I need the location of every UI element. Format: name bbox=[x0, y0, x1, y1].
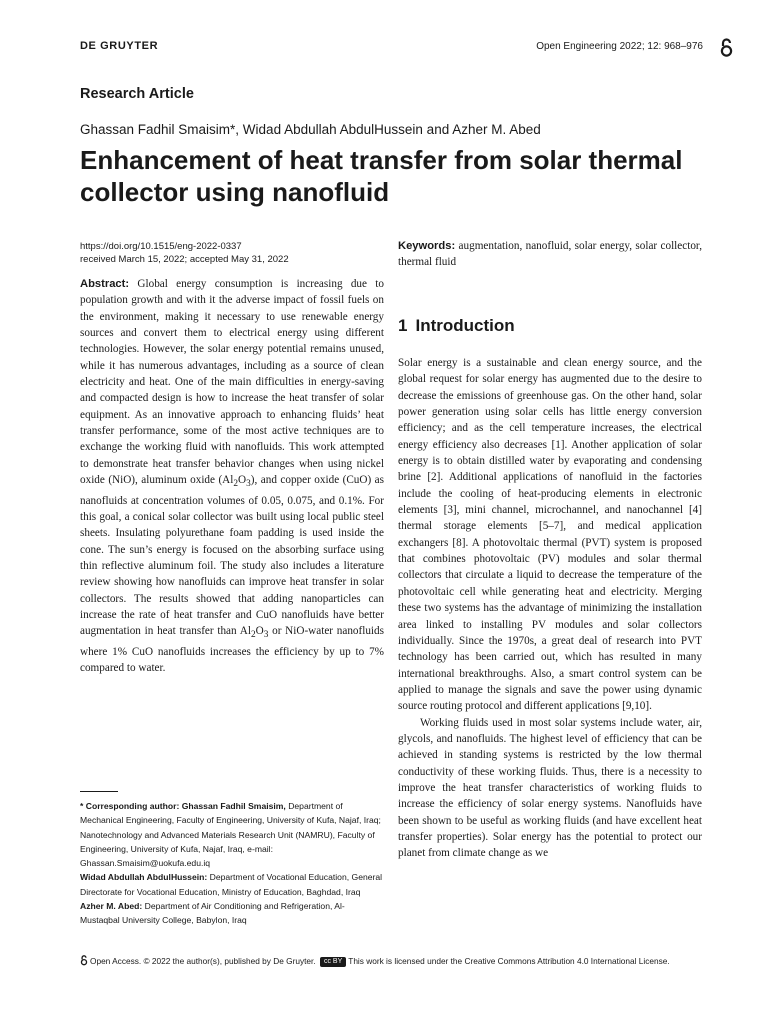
footnote-label: Widad Abdullah AbdulHussein: bbox=[80, 872, 208, 883]
footnote-text: Department of Mechanical Engineering, Faculty of Engineering, University of Kufa, Najaf, Iraq; Nanotechnology and Advanced Materials Research Unit (NAMRU), Faculty of Engineering, University of Kufa, Najaf, Iraq, e-mail: Ghassan.Smaisim@uokufa.edu.iq bbox=[80, 801, 381, 869]
paragraph: Solar energy is a sustainable and clean energy source, and the global request for solar energy has augmented due to the desire to decrease the emissions of greenhouse gas. On the other hand, solar power generation using solar cells has little energy conversion efficiency; and as the cell temperature increases, the electrical energy efficiency also decreases [1]. Another application of solar energy is to obtain distilled water by evaporating and condensing brine [2]. Additional applications of nanofluid in the factories include the cooling of heat-producing elements in electronic elements [3], mini channel, microchannel, and nanochannel [4] thermal storage elements [5–7], and medical application exchangers [8]. A photovoltaic thermal (PVT) system is proposed that combines photovoltaic (PV) modules and solar thermal collectors that circulate a liquid to decrease the temperature of the photovoltaic cell while generating heat and electricity. Merging these two systems has the advantage of minimizing the installation area linked to installing PV modules and solar collectors individually. Since the 1970s, a great deal of research into PVT technology has been carried out, which has resulted in many international breakthroughs. Also, a smart control system can be applied to manage the signals and save the power using dynamic source routing protocol and different applications [9,10]. bbox=[398, 357, 702, 713]
journal-citation: Open Engineering 2022; 12: 968–976 bbox=[536, 41, 703, 52]
section-title: Introduction bbox=[415, 316, 515, 335]
section-number: 1 bbox=[398, 316, 408, 335]
abstract-text-2: O bbox=[238, 474, 247, 487]
article-title: Enhancement of heat transfer from solar thermal collector using nanofluid bbox=[80, 145, 683, 207]
author-footnotes bbox=[80, 799, 384, 928]
subscript: 3 bbox=[246, 479, 251, 490]
footnote-label: Azher M. Abed: bbox=[80, 901, 143, 912]
footnote-label: * Corresponding author: Ghassan Fadhil Smaisim, bbox=[80, 801, 286, 811]
abstract-text-1: Global energy consumption is increasing due to population growth and with it the adverse impact of fossil fuels on the environment, making it necessary to use renewable energy sources and convert them to electrical energy using different technologies. However, the solar energy potential remains unused, while it has numerous advantages, including as a source of clean electricity and heat. One of the main difficulties in energy-saving and compacted design is how to increase the heat transfer of solar equipment. As an innovative approach to enhancing fluids’ heat transfer performance, some of the most active techniques are to exchange the working fluid with nanofluids. This work attempted to demonstrate heat transfer behavior changes when using nickel oxide (NiO), aluminum oxide (Al bbox=[80, 278, 384, 487]
footnote-divider bbox=[80, 791, 118, 792]
footnote-text: Department of Vocational Education, General Directorate for Vocational Education, Ministry of Education, Baghdad, Iraq bbox=[80, 872, 383, 897]
article-type: Research Article bbox=[80, 86, 194, 102]
abstract bbox=[80, 276, 384, 677]
subscript: 2 bbox=[233, 479, 239, 490]
section-heading bbox=[398, 316, 515, 336]
introduction-body bbox=[398, 355, 702, 862]
keywords-label: Keywords: bbox=[398, 240, 456, 252]
abstract-text-5: or NiO-water nanofluids where 1% CuO nanofluids increases the efficiency by up to 7% compared to water. bbox=[80, 625, 384, 675]
open-access-icon bbox=[80, 955, 88, 969]
open-access-icon bbox=[720, 38, 733, 63]
author-list: Ghassan Fadhil Smaisim*, Widad Abdullah AbdulHussein and Azher M. Abed bbox=[80, 122, 541, 137]
publisher-name: DE GRUYTER bbox=[80, 40, 159, 52]
subscript: 2 bbox=[250, 630, 256, 641]
cc-by-badge-icon[interactable]: cc BY bbox=[320, 957, 346, 967]
abstract-label: Abstract: bbox=[80, 278, 130, 290]
subscript: 3 bbox=[263, 630, 269, 641]
license-text-1: Open Access. © 2022 the author(s), published by De Gruyter. bbox=[90, 956, 316, 967]
abstract-text-3: ), and copper oxide (CuO) as nanofluids at concentration volumes of 0.05, 0.075, and 0.1%. For this goal, a conical solar collector was built using local public steel sheets. Insulating polyurethane foam padding is used inside the cone. The sun’s energy is focused on the absorbing surface using thin reflective aluminum foil. The study also includes a literature review showing how nanofluids can improve heat transfer in solar collectors. The results showed that adding nanoparticles can increase the rate of heat transfer and CuO nanofluids have better augmentation in heat transfer than Al bbox=[80, 474, 384, 638]
footnote-text: Department of Air Conditioning and Refrigeration, Al-Mustaqbal University College, Babylon, Iraq bbox=[80, 901, 345, 926]
received-dates: received March 15, 2022; accepted May 31, 2022 bbox=[80, 254, 289, 265]
license-text-2: This work is licensed under the Creative Commons Attribution 4.0 International License. bbox=[348, 956, 670, 967]
keywords bbox=[398, 238, 702, 271]
corresponding-author-note bbox=[80, 799, 384, 870]
paragraph: Working fluids used in most solar systems include water, air, glycols, and nanofluids. The highest level of efficiency that can be achieved in standing systems is restricted by the low thermal conductivity of these working fluids. Thus, there is a necessity to improve the heat transfer characteristics of working fluids to increase the efficiency of solar energy systems. Nanofluids have been shown to be useful as working fluids (and have excellent heat transfer properties). Solar energy has the potential to protect our planet from climate change as we bbox=[398, 716, 702, 860]
doi-block bbox=[80, 240, 289, 266]
author-note bbox=[80, 899, 384, 928]
license-notice bbox=[80, 955, 710, 969]
author-note bbox=[80, 870, 384, 899]
keywords-text: augmentation, nanofluid, solar energy, solar collector, thermal fluid bbox=[398, 240, 702, 269]
abstract-text-4: O bbox=[255, 625, 264, 638]
doi-link[interactable]: https://doi.org/10.1515/eng-2022-0337 bbox=[80, 241, 242, 252]
